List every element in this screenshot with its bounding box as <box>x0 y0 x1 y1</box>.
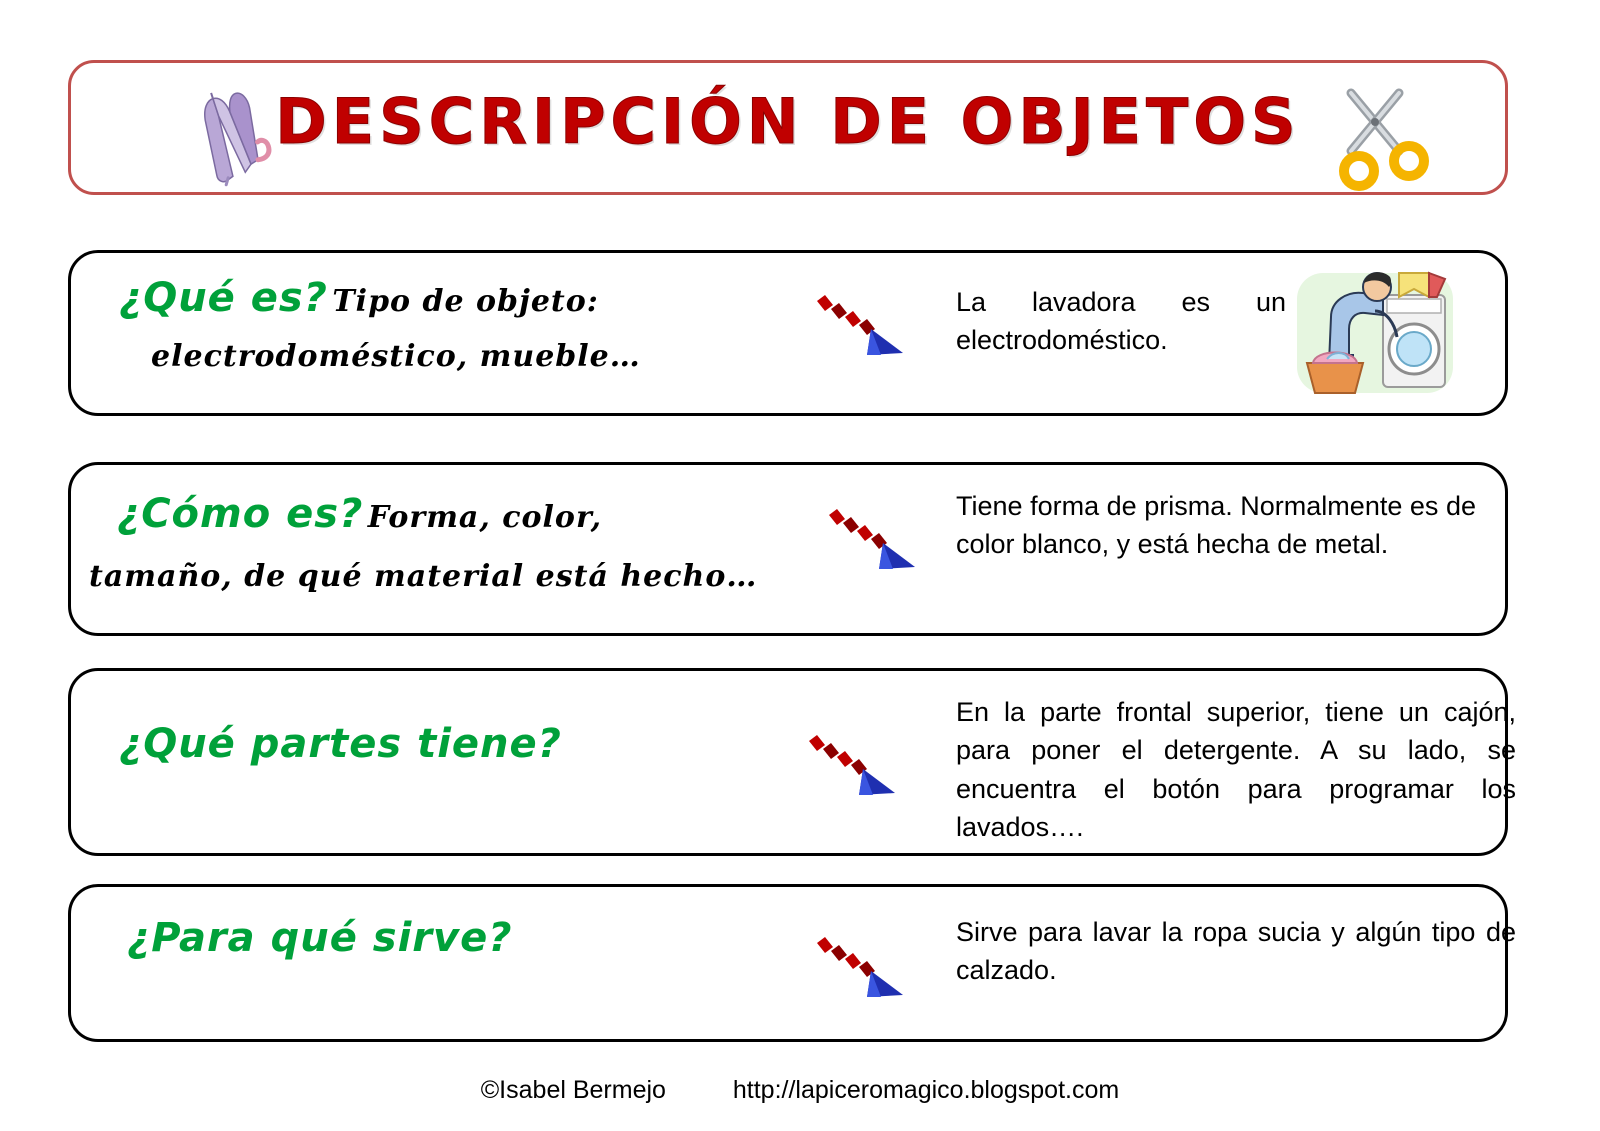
answer-text: Sirve para lavar la ropa sucia y algún tipo de calzado. <box>956 917 1516 986</box>
question-block <box>99 671 869 903</box>
washing-machine-illustration <box>1279 267 1469 407</box>
question-row <box>68 462 1508 636</box>
question-line-1 <box>117 491 869 537</box>
arrow-icon <box>803 733 903 803</box>
arrow-icon <box>811 293 911 363</box>
answer-text: En la parte frontal superior, tiene un cajón, para poner el detergente. A su lado, se encuentra el botón para programar los lavados…. <box>956 697 1516 842</box>
question-hint-1: Tipo de objeto: <box>332 284 599 319</box>
title-banner <box>68 60 1508 195</box>
question-block <box>99 887 869 1067</box>
question-label: ¿Para qué sirve? <box>127 915 513 961</box>
answer-text: La lavadora es un electrodoméstico. <box>956 287 1286 356</box>
question-row <box>68 884 1516 1042</box>
question-line-1 <box>119 275 869 321</box>
footer-credit: ©Isabel Bermejo <box>480 1076 666 1104</box>
question-label: ¿Cómo es? <box>117 491 364 537</box>
footer-url: http://lapiceromagico.blogspot.com <box>732 1076 1120 1104</box>
question-hint-2: electrodoméstico, mueble… <box>151 339 641 374</box>
answer-text: Tiene forma de prisma. Normalmente es de color blanco, y está hecha de metal. <box>956 491 1476 560</box>
question-hint-2: tamaño, de qué material está hecho… <box>89 559 758 594</box>
question-label: ¿Qué partes tiene? <box>119 721 562 767</box>
page-title: DESCRIPCIÓN DE OBJETOS <box>275 85 1301 158</box>
question-hint-1: Forma, color, <box>367 500 603 535</box>
arrow-icon <box>823 507 923 577</box>
question-line-1 <box>119 721 869 767</box>
question-label: ¿Qué es? <box>119 275 328 321</box>
question-line-2 <box>151 339 869 374</box>
question-line-1 <box>127 915 869 961</box>
footer <box>0 1076 1600 1105</box>
question-row <box>68 250 1508 416</box>
question-block <box>89 465 869 659</box>
question-row <box>68 668 1516 856</box>
question-line-2 <box>89 559 869 594</box>
question-block <box>99 253 869 435</box>
arrow-icon <box>811 935 911 1005</box>
scissors-icon <box>1325 81 1445 191</box>
